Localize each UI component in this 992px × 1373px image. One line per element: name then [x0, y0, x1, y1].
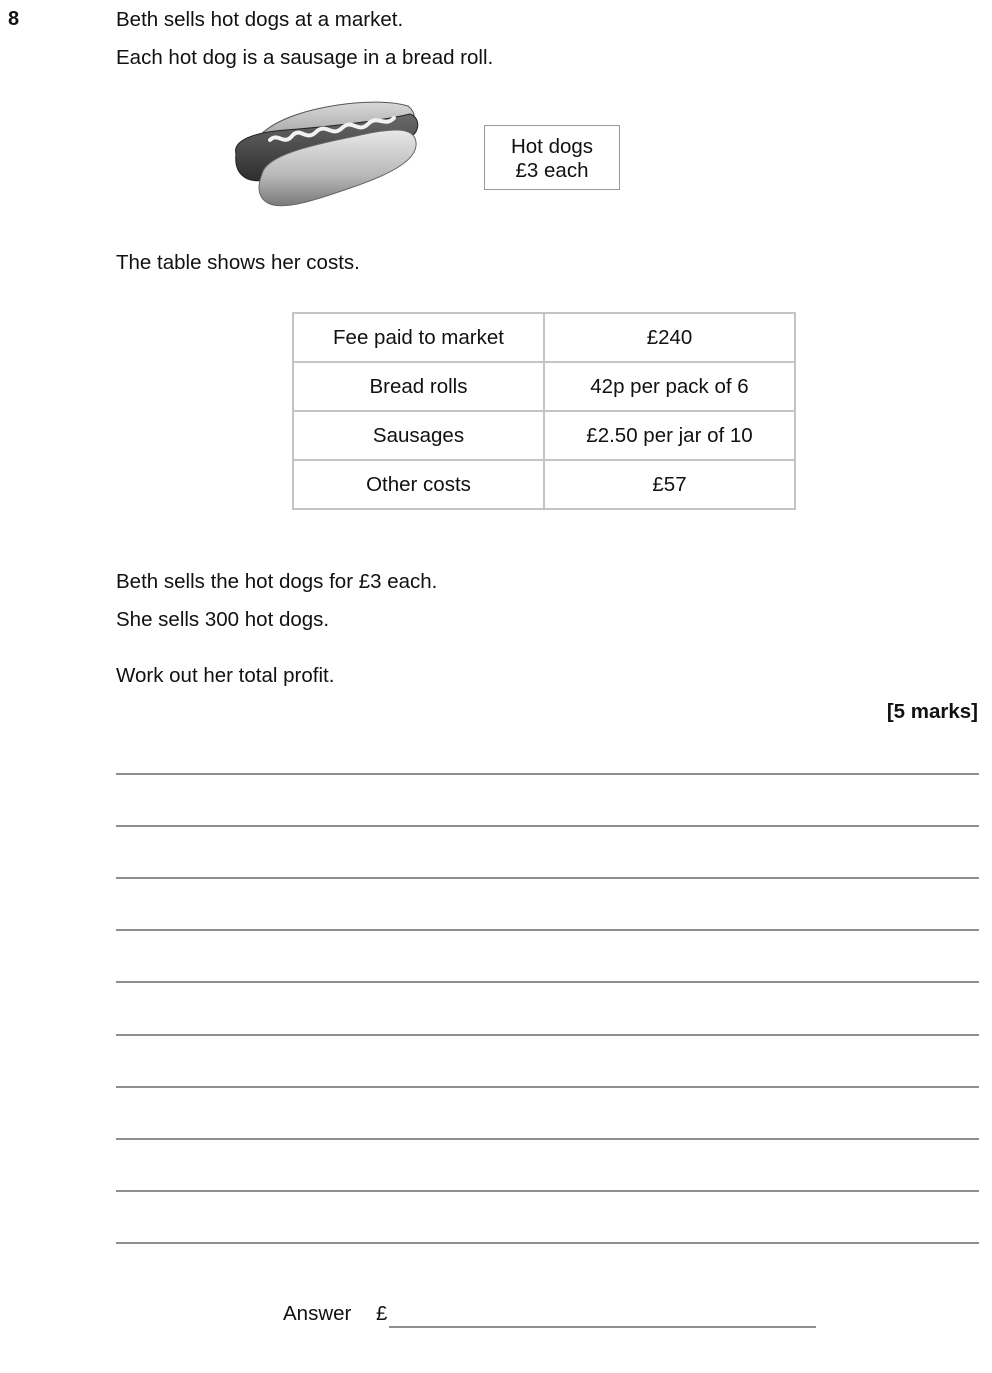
working-line[interactable] — [116, 1190, 979, 1192]
price-sign-line-1: Hot dogs — [510, 135, 594, 158]
working-line[interactable] — [116, 1138, 979, 1140]
working-line[interactable] — [116, 825, 979, 827]
working-line[interactable] — [116, 773, 979, 775]
working-line[interactable] — [116, 981, 979, 983]
cost-item: Bread rolls — [293, 362, 544, 411]
table-row — [293, 460, 795, 509]
price-sign — [484, 125, 620, 190]
cost-item: Sausages — [293, 411, 544, 460]
working-line[interactable] — [116, 1086, 979, 1088]
working-line[interactable] — [116, 877, 979, 879]
detail-line-1: Beth sells the hot dogs for £3 each. — [116, 570, 438, 593]
answer-currency: £ — [376, 1302, 388, 1325]
question-number: 8 — [8, 8, 20, 30]
answer-line[interactable] — [389, 1326, 816, 1328]
table-row — [293, 313, 795, 362]
cost-value: £57 — [544, 460, 795, 509]
cost-value: 42p per pack of 6 — [544, 362, 795, 411]
cost-item: Other costs — [293, 460, 544, 509]
costs-table — [292, 312, 796, 510]
table-row — [293, 362, 795, 411]
cost-value: £240 — [544, 313, 795, 362]
table-row — [293, 411, 795, 460]
marks-label: [5 marks] — [886, 700, 978, 723]
working-line[interactable] — [116, 929, 979, 931]
table-intro: The table shows her costs. — [116, 251, 360, 274]
task-prompt: Work out her total profit. — [116, 664, 335, 687]
detail-line-2: She sells 300 hot dogs. — [116, 608, 330, 631]
cost-value: £2.50 per jar of 10 — [544, 411, 795, 460]
working-line[interactable] — [116, 1242, 979, 1244]
cost-item: Fee paid to market — [293, 313, 544, 362]
hot-dog-illustration — [226, 96, 420, 212]
answer-label: Answer — [283, 1302, 352, 1325]
intro-line-1: Beth sells hot dogs at a market. — [116, 8, 404, 31]
working-line[interactable] — [116, 1034, 979, 1036]
price-sign-line-2: £3 each — [515, 159, 589, 182]
intro-line-2: Each hot dog is a sausage in a bread roll. — [116, 46, 494, 69]
